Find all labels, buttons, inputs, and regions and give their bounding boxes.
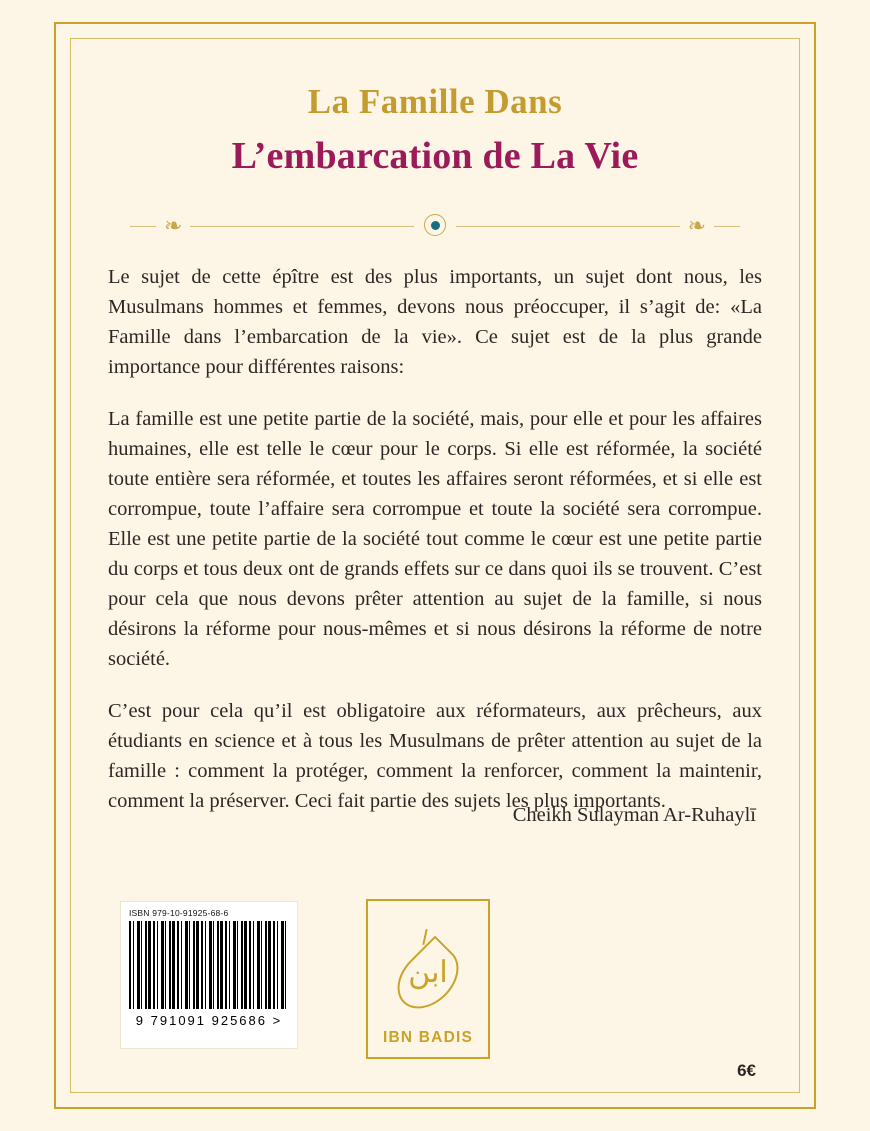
medallion-ring-icon [424, 214, 446, 236]
flourish-left-icon: ❧ [156, 212, 190, 240]
publisher-logo [366, 899, 490, 1059]
title-line-2: L’embarcation de La Vie [231, 135, 639, 177]
publisher-mark-icon [397, 929, 459, 1021]
cover-footer [108, 899, 762, 1089]
medallion-dot-icon [431, 221, 440, 230]
flourish-right-icon: ❧ [680, 212, 714, 240]
publisher-name: IBN BADIS [382, 1029, 474, 1046]
logo-arabic-script: ابن [408, 956, 448, 989]
isbn-label: ISBN 979-10-91925-68-6 [129, 908, 229, 918]
divider-center-medallion [414, 214, 456, 236]
blurb-paragraph-2: La famille est une petite partie de la société, mais, pour elle et pour les affaires humaines, elle est telle le cœur pour le corps. Si elle est réformée, la société toute entière sera réformée, et toutes les affaires seront réformées, et si elle est corrompue, toute l’affaire sera corrompue et toute la société sera corrompue. Elle est une petite partie de la société tout comme le cœur est une petite partie du corps et tous deux ont de grands effets sur ce dans quoi ils se trouvent. C’est pour cela que nous devons prêter attention au sujet de la famille, si nous désirons la réforme pour nous-mêmes et si nous désirons la réforme de notre société. [108, 408, 762, 670]
barcode-digits: 9 791091 925686 > [135, 1013, 283, 1028]
barcode [120, 901, 298, 1049]
blurb-text [108, 262, 762, 816]
author-attribution: Cheikh Sulayman Ar-Ruhaylī [512, 804, 756, 826]
barcode-bars-icon [129, 921, 289, 1009]
ornamental-divider [108, 206, 762, 246]
blurb-paragraph-3: C’est pour cela qu’il est obligatoire aux réformateurs, aux prêcheurs, aux étudiants en science et à tous les Musulmans de prêter attention au sujet de la famille : comment la protéger, comment la renforcer, comment la maintenir, comment la préserver. Ceci fait partie des sujets les plus importants. [108, 700, 762, 812]
price-label: 6€ [737, 1061, 756, 1080]
title-line-1: La Famille Dans [307, 82, 563, 121]
blurb-paragraph-1: Le sujet de cette épître est des plus importants, un sujet dont nous, les Musulmans hommes et femmes, devons nous préoccuper, il s’agit de: «La Famille dans l’embarcation de la vie». Ce sujet est de la plus grande importance pour différentes raisons: [108, 266, 762, 378]
